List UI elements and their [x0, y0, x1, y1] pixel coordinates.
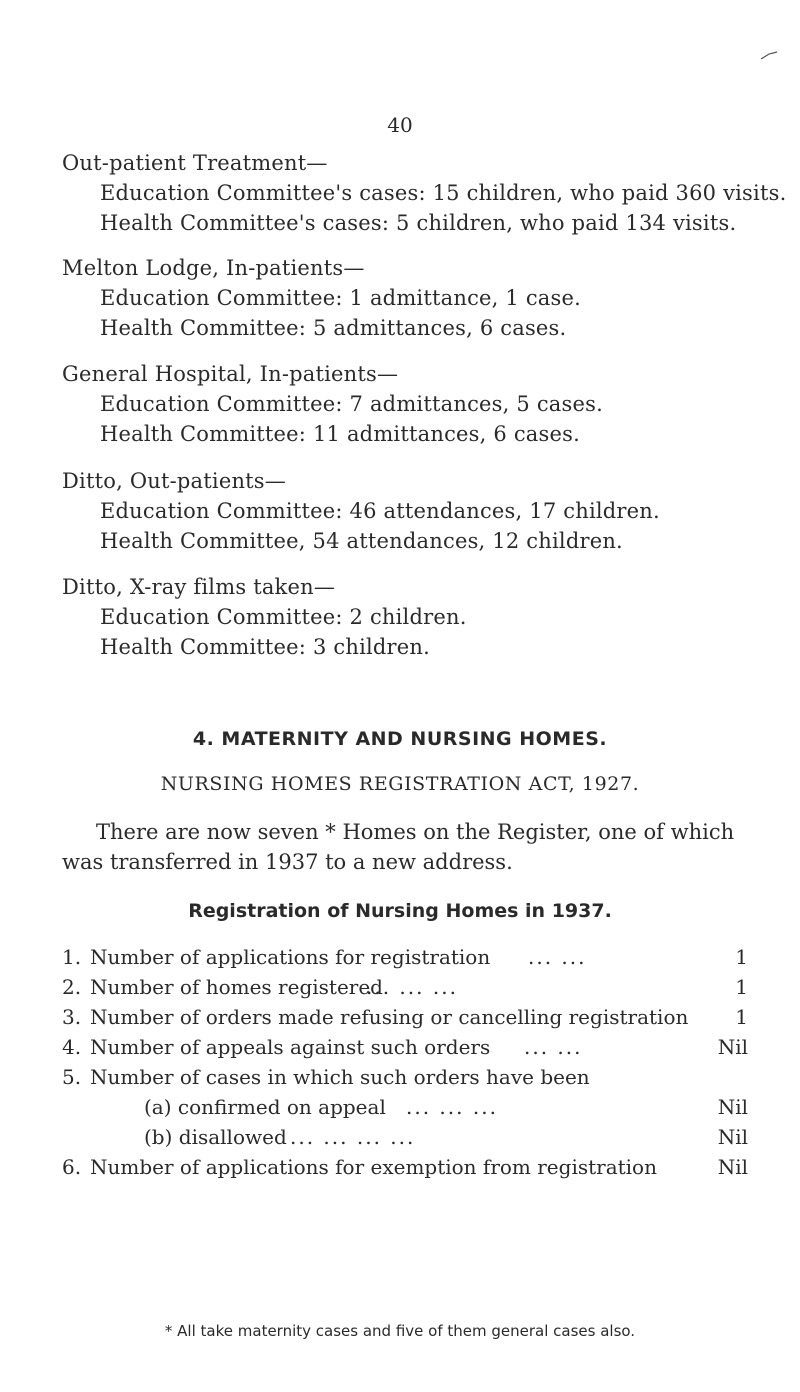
list-item [62, 1152, 748, 1182]
section-line: Health Committee: 5 admittances, 6 cases. [100, 316, 567, 340]
item-leader-dots: ... ... ... ... [290, 1125, 416, 1149]
paragraph-line: There are now seven * Homes on the Register, one of which [96, 820, 735, 844]
list-item [62, 972, 748, 1002]
section-line: Education Committee: 1 admittance, 1 case. [100, 286, 582, 310]
item-text: Number of applications for registration [90, 945, 491, 969]
corner-mark [760, 50, 778, 62]
section-outpatient [62, 148, 787, 238]
item-value: Nil [717, 1125, 748, 1149]
item-text: (b) disallowed [144, 1125, 287, 1149]
item-text: Number of appeals against such orders [90, 1035, 491, 1059]
page-number: 40 [387, 113, 413, 137]
list-item [62, 1092, 748, 1122]
section-heading: Out-patient Treatment— [62, 151, 328, 175]
section-line: Health Committee: 11 admittances, 6 cases. [100, 422, 580, 446]
section-ditto-xray [62, 572, 742, 662]
item-value: Nil [717, 1155, 748, 1179]
list-item [62, 1122, 748, 1152]
item-leader-dots: ... ... [528, 945, 587, 969]
item-text: Number of orders made refusing or cancelling registration [90, 1005, 689, 1029]
section-heading: Melton Lodge, In-patients— [62, 256, 365, 280]
act-title: NURSING HOMES REGISTRATION ACT, 1927. [160, 773, 640, 795]
section-ditto-outpatients [62, 466, 742, 556]
item-value: Nil [717, 1095, 748, 1119]
maternity-section-title: 4. MATERNITY AND NURSING HOMES. [192, 728, 608, 750]
item-number: 4. [62, 1035, 82, 1059]
section-line: Health Committee: 3 children. [100, 635, 431, 659]
section-line: Health Committee's cases: 5 children, who paid 134 visits. [100, 211, 737, 235]
list-item [62, 942, 748, 972]
item-leader-dots: ... ... ... [366, 975, 458, 999]
item-leader-dots: ... ... ... [406, 1095, 498, 1119]
item-text: Number of applications for exemption from registration [90, 1155, 657, 1179]
section-heading: Ditto, Out-patients— [62, 469, 286, 493]
section-melton-lodge [62, 253, 742, 343]
section-line: Education Committee: 7 admittances, 5 cases. [100, 392, 603, 416]
item-text: (a) confirmed on appeal [144, 1095, 386, 1119]
section-heading: Ditto, X-ray films taken— [62, 575, 336, 599]
register-paragraph [62, 817, 742, 877]
registration-list [62, 942, 748, 1182]
section-line: Education Committee: 46 attendances, 17 children. [100, 499, 660, 523]
section-line: Education Committee: 2 children. [100, 605, 467, 629]
section-line: Education Committee's cases: 15 children, who paid 360 visits. [100, 181, 787, 205]
list-item [62, 1002, 748, 1032]
item-text: Number of cases in which such orders have been [90, 1065, 590, 1089]
registration-title: Registration of Nursing Homes in 1937. [188, 900, 612, 922]
paragraph-line: was transferred in 1937 to a new address. [62, 850, 513, 874]
item-value: 1 [735, 945, 748, 969]
list-item [62, 1062, 748, 1092]
item-value: 1 [735, 1005, 748, 1029]
item-number: 2. [62, 975, 82, 999]
section-general-hospital [62, 359, 742, 449]
item-text: Number of homes registered [90, 975, 383, 999]
section-heading: General Hospital, In-patients— [62, 362, 399, 386]
item-number: 5. [62, 1065, 82, 1089]
item-leader-dots: ... ... [524, 1035, 583, 1059]
section-line: Health Committee, 54 attendances, 12 children. [100, 529, 623, 553]
footnote: * All take maternity cases and five of them general cases also. [164, 1322, 636, 1340]
item-value: Nil [717, 1035, 748, 1059]
item-number: 3. [62, 1005, 82, 1029]
item-number: 1. [62, 945, 82, 969]
list-item [62, 1032, 748, 1062]
item-value: 1 [735, 975, 748, 999]
item-number: 6. [62, 1155, 82, 1179]
